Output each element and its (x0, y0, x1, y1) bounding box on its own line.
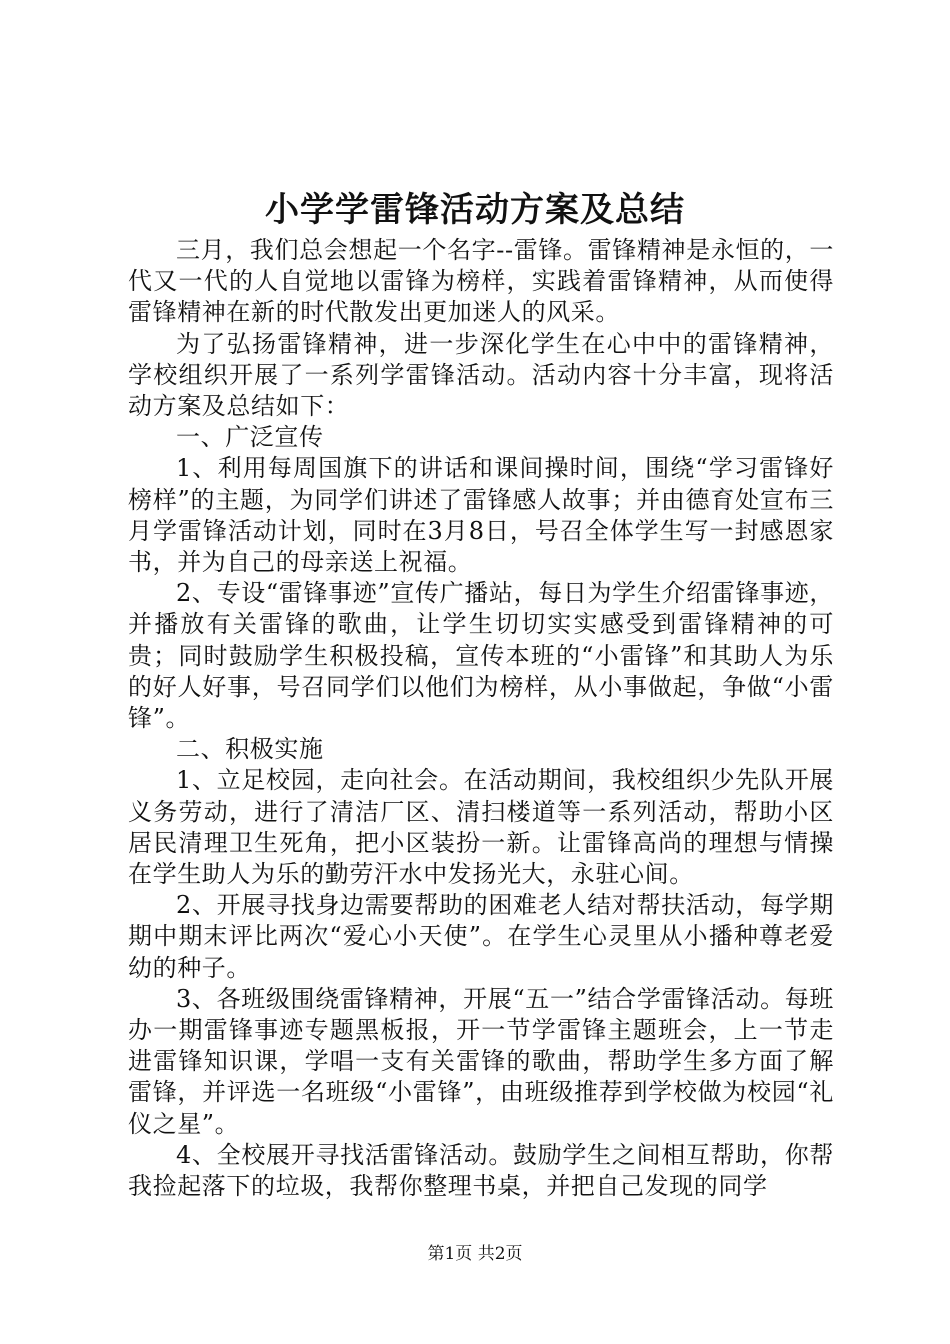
section-heading-1: 一、广泛宣传 (176, 423, 324, 452)
paragraph-item: 4、全校展开寻找活雷锋活动。鼓励学生之间相互帮助，你帮我捡起落下的垃圾，我帮你整理书桌，并把自己发现的同学 (128, 1140, 834, 1201)
paragraph-item: 1、利用每周国旗下的讲话和课间操时间，围绕“学习雷锋好榜样”的主题，为同学们讲述了雷锋感人故事；并由德育处宣布三月学雷锋活动计划，同时在3月8日，号召全体学生写一封感恩家书，并为自己的母亲送上祝福。 (128, 454, 834, 577)
paragraph-purpose: 为了弘扬雷锋精神，进一步深化学生在心中中的雷锋精神，学校组织开展了一系列学雷锋活动。活动内容十分丰富，现将活动方案及总结如下： (128, 329, 834, 421)
paragraph-item: 2、专设“雷锋事迹”宣传广播站，每日为学生介绍雷锋事迹，并播放有关雷锋的歌曲，让学生切切实实感受到雷锋精神的可贵；同时鼓励学生积极投稿，宣传本班的“小雷锋”和其助人为乐的好人好事，号召同学们以他们为榜样，从小事做起，争做“小雷锋”。 (128, 579, 834, 733)
paragraph-item: 3、各班级围绕雷锋精神，开展“五一”结合学雷锋活动。每班办一期雷锋事迹专题黑板报，开一节学雷锋主题班会，上一节走进雷锋知识课，学唱一支有关雷锋的歌曲，帮助学生多方面了解雷锋，并评选一名班级“小雷锋”，由班级推荐到学校做为校园“礼仪之星”。 (128, 984, 834, 1138)
paragraph-item: 2、开展寻找身边需要帮助的困难老人结对帮扶活动，每学期期中期末评比两次“爱心小天使”。在学生心灵里从小播种尊老爱幼的种子。 (128, 891, 834, 982)
page-footer: 第1页 共2页 (427, 1244, 523, 1264)
document-body (128, 235, 834, 1202)
document-title: 小学学雷锋活动方案及总结 (265, 190, 685, 230)
paragraph-intro: 三月，我们总会想起一个名字--雷锋。雷锋精神是永恒的，一代又一代的人自觉地以雷锋为榜样，实践着雷锋精神，从而使得雷锋精神在新的时代散发出更加迷人的风采。 (128, 236, 834, 327)
paragraph-item: 1、立足校园，走向社会。在活动期间，我校组织少先队开展义务劳动，进行了清洁厂区、清扫楼道等一系列活动，帮助小区居民清理卫生死角，把小区装扮一新。让雷锋高尚的理想与情操在学生助人为乐的勤劳汗水中发扬光大，永驻心间。 (128, 766, 834, 889)
section-heading-2: 二、积极实施 (176, 735, 324, 764)
